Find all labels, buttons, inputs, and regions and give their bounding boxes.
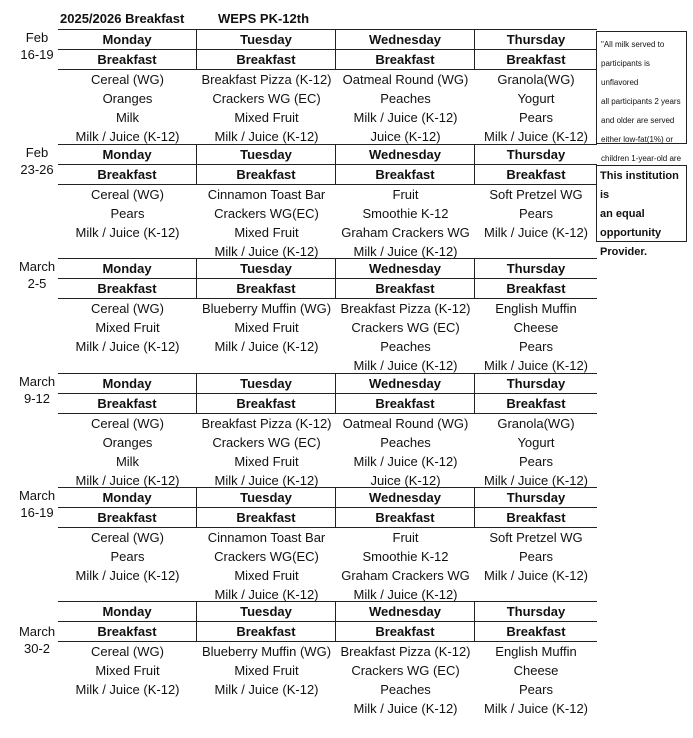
notice-line: This institution is <box>600 170 679 201</box>
day-column <box>336 487 475 604</box>
menu-item: Cereal (WG) <box>91 301 164 316</box>
day-header: Thursday <box>475 29 597 49</box>
day-header: Tuesday <box>197 29 336 49</box>
menu-item: Granola(WG) <box>497 416 575 431</box>
menu-item: Cereal (WG) <box>91 72 164 87</box>
menu-item: Milk / Juice (K-12) <box>214 473 319 488</box>
meal-header: Breakfast <box>336 278 475 299</box>
day-column <box>197 258 336 375</box>
day-header: Monday <box>58 29 197 49</box>
menu-item: Milk / Juice (K-12) <box>483 129 589 144</box>
menu-item: Milk / Juice (K-12) <box>75 682 180 697</box>
menu-item: Milk / Juice (K-12) <box>214 129 319 144</box>
week-date-line: March <box>18 624 56 639</box>
equal-opportunity-notice <box>596 165 687 258</box>
day-header: Thursday <box>475 258 597 278</box>
menu-item: Mixed Fruit <box>95 320 160 335</box>
notice-line: opportunity <box>600 227 662 239</box>
week-date-line: 16-19 <box>20 505 54 520</box>
menu-item: Crackers WG (EC) <box>351 663 460 678</box>
week-date-line: 16-19 <box>20 47 54 62</box>
menu-item: Milk / Juice (K-12) <box>353 587 458 602</box>
menu-item: Milk / Juice (K-12) <box>214 587 319 602</box>
menu-item: Milk / Juice (K-12) <box>483 701 589 716</box>
meal-header: Breakfast <box>197 278 336 299</box>
menu-item: English Muffin <box>495 301 577 316</box>
menu-item: Milk / Juice (K-12) <box>75 568 180 583</box>
menu-item: Breakfast Pizza (K-12) <box>201 416 332 431</box>
week-date-line: 9-12 <box>23 391 51 406</box>
menu-item: English Muffin <box>495 644 577 659</box>
menu-item: Cinnamon Toast Bar <box>207 530 326 545</box>
day-column <box>197 144 336 261</box>
day-column <box>475 373 597 490</box>
menu-item: Graham Crackers WG <box>341 225 470 240</box>
meal-header: Breakfast <box>197 49 336 70</box>
meal-header: Breakfast <box>475 393 597 414</box>
meal-header: Breakfast <box>58 278 197 299</box>
menu-item: Oranges <box>102 435 153 450</box>
menu-item: Peaches <box>380 91 431 106</box>
menu-item: Breakfast Pizza (K-12) <box>340 301 471 316</box>
menu-item: Mixed Fruit <box>95 663 160 678</box>
week-date-line: March <box>18 259 56 274</box>
menu-item: Blueberry Muffin (WG) <box>201 301 332 316</box>
menu-item: Peaches <box>380 435 431 450</box>
day-column <box>58 258 197 375</box>
menu-item: Cereal (WG) <box>91 416 164 431</box>
menu-item: Juice (K-12) <box>370 473 441 488</box>
menu-item: Breakfast Pizza (K-12) <box>201 72 332 87</box>
day-column <box>197 29 336 146</box>
meal-header: Breakfast <box>197 164 336 185</box>
day-header: Monday <box>58 258 197 278</box>
meal-header: Breakfast <box>475 164 597 185</box>
day-header: Wednesday <box>336 601 475 621</box>
menu-title: 2025/2026 Breakfast <box>60 11 185 26</box>
milk-notice-line: and older are served <box>601 116 675 125</box>
week-date-line: March <box>18 488 56 503</box>
day-header: Wednesday <box>336 373 475 393</box>
day-column <box>197 373 336 490</box>
week-date-line: 30-2 <box>23 641 51 656</box>
milk-notice-line: either low-fat(1%) or <box>601 135 674 144</box>
day-column <box>475 144 597 261</box>
menu-item: Pears <box>519 454 553 469</box>
day-column <box>58 373 197 490</box>
day-column <box>336 258 475 375</box>
day-header: Monday <box>58 601 197 621</box>
meal-header: Breakfast <box>197 393 336 414</box>
meal-header: Breakfast <box>475 507 597 528</box>
day-header: Tuesday <box>197 144 336 164</box>
menu-item: Mixed Fruit <box>234 568 299 583</box>
meal-header: Breakfast <box>336 164 475 185</box>
menu-item: Pears <box>519 682 553 697</box>
school-name: WEPS PK-12th <box>218 11 310 26</box>
meal-header: Breakfast <box>336 621 475 642</box>
day-column <box>475 601 597 718</box>
menu-item: Juice (K-12) <box>370 129 441 144</box>
notice-line: an equal <box>600 208 645 220</box>
day-header: Wednesday <box>336 487 475 507</box>
day-header: Wednesday <box>336 258 475 278</box>
menu-item: Milk / Juice (K-12) <box>483 358 589 373</box>
menu-item: Pears <box>110 206 145 221</box>
meal-header: Breakfast <box>58 49 197 70</box>
day-column <box>336 144 475 261</box>
week-date-line: 2-5 <box>27 276 47 291</box>
milk-notice-line: "All milk served to <box>601 40 665 49</box>
menu-item: Milk / Juice (K-12) <box>353 454 458 469</box>
menu-item: Oranges <box>102 91 153 106</box>
menu-item: Granola(WG) <box>497 72 575 87</box>
milk-notice-line: participants is unflavored <box>601 59 650 87</box>
week-date-label <box>16 258 58 292</box>
menu-item: Yogurt <box>517 91 555 106</box>
day-header: Tuesday <box>197 258 336 278</box>
menu-item: Smoothie K-12 <box>362 206 449 221</box>
menu-item: Milk / Juice (K-12) <box>483 225 589 240</box>
day-header: Monday <box>58 487 197 507</box>
menu-item: Milk <box>115 454 140 469</box>
menu-item: Breakfast Pizza (K-12) <box>340 644 471 659</box>
day-column <box>475 258 597 375</box>
menu-item: Milk / Juice (K-12) <box>75 473 180 488</box>
week-date-line: Feb <box>25 145 49 160</box>
menu-item: Yogurt <box>517 435 555 450</box>
day-column <box>197 601 336 718</box>
menu-item: Crackers WG (EC) <box>212 91 321 106</box>
week-date-line: Feb <box>25 30 49 45</box>
day-header: Monday <box>58 144 197 164</box>
menu-item: Pears <box>110 549 145 564</box>
milk-notice <box>596 31 687 163</box>
menu-item: Cheese <box>513 663 559 678</box>
meal-header: Breakfast <box>336 393 475 414</box>
menu-item: Milk <box>115 110 140 125</box>
menu-item: Milk / Juice (K-12) <box>214 339 319 354</box>
meal-header: Breakfast <box>197 507 336 528</box>
menu-item: Milk / Juice (K-12) <box>353 244 458 259</box>
week-date-label <box>16 373 58 407</box>
menu-item: Soft Pretzel WG <box>489 530 583 545</box>
day-header: Thursday <box>475 487 597 507</box>
day-column <box>58 487 197 604</box>
day-header: Thursday <box>475 373 597 393</box>
day-header: Tuesday <box>197 487 336 507</box>
menu-item: Cereal (WG) <box>91 187 164 202</box>
meal-header: Breakfast <box>475 278 597 299</box>
menu-item: Milk / Juice (K-12) <box>214 682 319 697</box>
day-header: Monday <box>58 373 197 393</box>
menu-item: Oatmeal Round (WG) <box>342 72 469 87</box>
day-column <box>336 29 475 146</box>
menu-item: Graham Crackers WG <box>341 568 470 583</box>
menu-item: Pears <box>519 110 553 125</box>
meal-header: Breakfast <box>336 507 475 528</box>
week-date-label <box>16 487 58 521</box>
day-header: Tuesday <box>197 373 336 393</box>
day-header: Wednesday <box>336 144 475 164</box>
day-column <box>475 487 597 604</box>
menu-item: Milk / Juice (K-12) <box>214 244 319 259</box>
menu-item: Pears <box>519 549 553 564</box>
menu-item: Cinnamon Toast Bar <box>207 187 326 202</box>
menu-item: Crackers WG (EC) <box>212 435 321 450</box>
milk-notice-line: all participants 2 years <box>601 97 681 106</box>
menu-item: Crackers WG (EC) <box>351 320 460 335</box>
day-column <box>58 601 197 718</box>
menu-item: Milk / Juice (K-12) <box>483 568 589 583</box>
menu-item: Milk / Juice (K-12) <box>75 225 180 240</box>
menu-item: Crackers WG(EC) <box>214 206 319 221</box>
menu-item: Soft Pretzel WG <box>489 187 583 202</box>
menu-item: Milk / Juice (K-12) <box>353 358 458 373</box>
menu-item: Mixed Fruit <box>234 110 299 125</box>
menu-item: Milk / Juice (K-12) <box>75 339 180 354</box>
menu-item: Pears <box>519 206 553 221</box>
menu-item: Peaches <box>380 682 431 697</box>
menu-item: Crackers WG(EC) <box>214 549 319 564</box>
day-header: Wednesday <box>336 29 475 49</box>
day-header: Thursday <box>475 601 597 621</box>
menu-item: Cheese <box>513 320 559 335</box>
menu-item: Peaches <box>380 339 431 354</box>
menu-item: Mixed Fruit <box>234 320 299 335</box>
menu-item: Milk / Juice (K-12) <box>483 473 589 488</box>
menu-item: Milk / Juice (K-12) <box>75 129 180 144</box>
menu-item: Fruit <box>392 530 419 545</box>
menu-item: Pears <box>519 339 553 354</box>
week-date-label <box>16 144 58 178</box>
day-column <box>58 29 197 146</box>
day-column <box>197 487 336 604</box>
day-header: Tuesday <box>197 601 336 621</box>
meal-header: Breakfast <box>58 393 197 414</box>
day-header: Thursday <box>475 144 597 164</box>
meal-header: Breakfast <box>58 164 197 185</box>
day-column <box>336 373 475 490</box>
menu-item: Cereal (WG) <box>91 530 164 545</box>
meal-header: Breakfast <box>336 49 475 70</box>
week-date-line: March <box>18 374 56 389</box>
menu-item: Mixed Fruit <box>234 225 299 240</box>
day-column <box>58 144 197 261</box>
meal-header: Breakfast <box>475 621 597 642</box>
menu-item: Milk / Juice (K-12) <box>353 701 458 716</box>
menu-item: Cereal (WG) <box>91 644 164 659</box>
menu-item: Smoothie K-12 <box>362 549 449 564</box>
week-date-label <box>16 29 58 63</box>
meal-header: Breakfast <box>58 507 197 528</box>
day-column <box>336 601 475 718</box>
milk-notice-line: children 1-year-old are <box>601 154 682 163</box>
menu-item: Fruit <box>392 187 419 202</box>
week-date-label <box>16 623 58 657</box>
menu-item: Mixed Fruit <box>234 663 299 678</box>
meal-header: Breakfast <box>475 49 597 70</box>
meal-header: Breakfast <box>197 621 336 642</box>
meal-header: Breakfast <box>58 621 197 642</box>
menu-item: Oatmeal Round (WG) <box>342 416 469 431</box>
menu-item: Milk / Juice (K-12) <box>353 110 458 125</box>
menu-item: Mixed Fruit <box>234 454 299 469</box>
week-date-line: 23-26 <box>20 162 54 177</box>
menu-item: Blueberry Muffin (WG) <box>201 644 332 659</box>
notice-line: Provider. <box>600 246 648 258</box>
day-column <box>475 29 597 146</box>
